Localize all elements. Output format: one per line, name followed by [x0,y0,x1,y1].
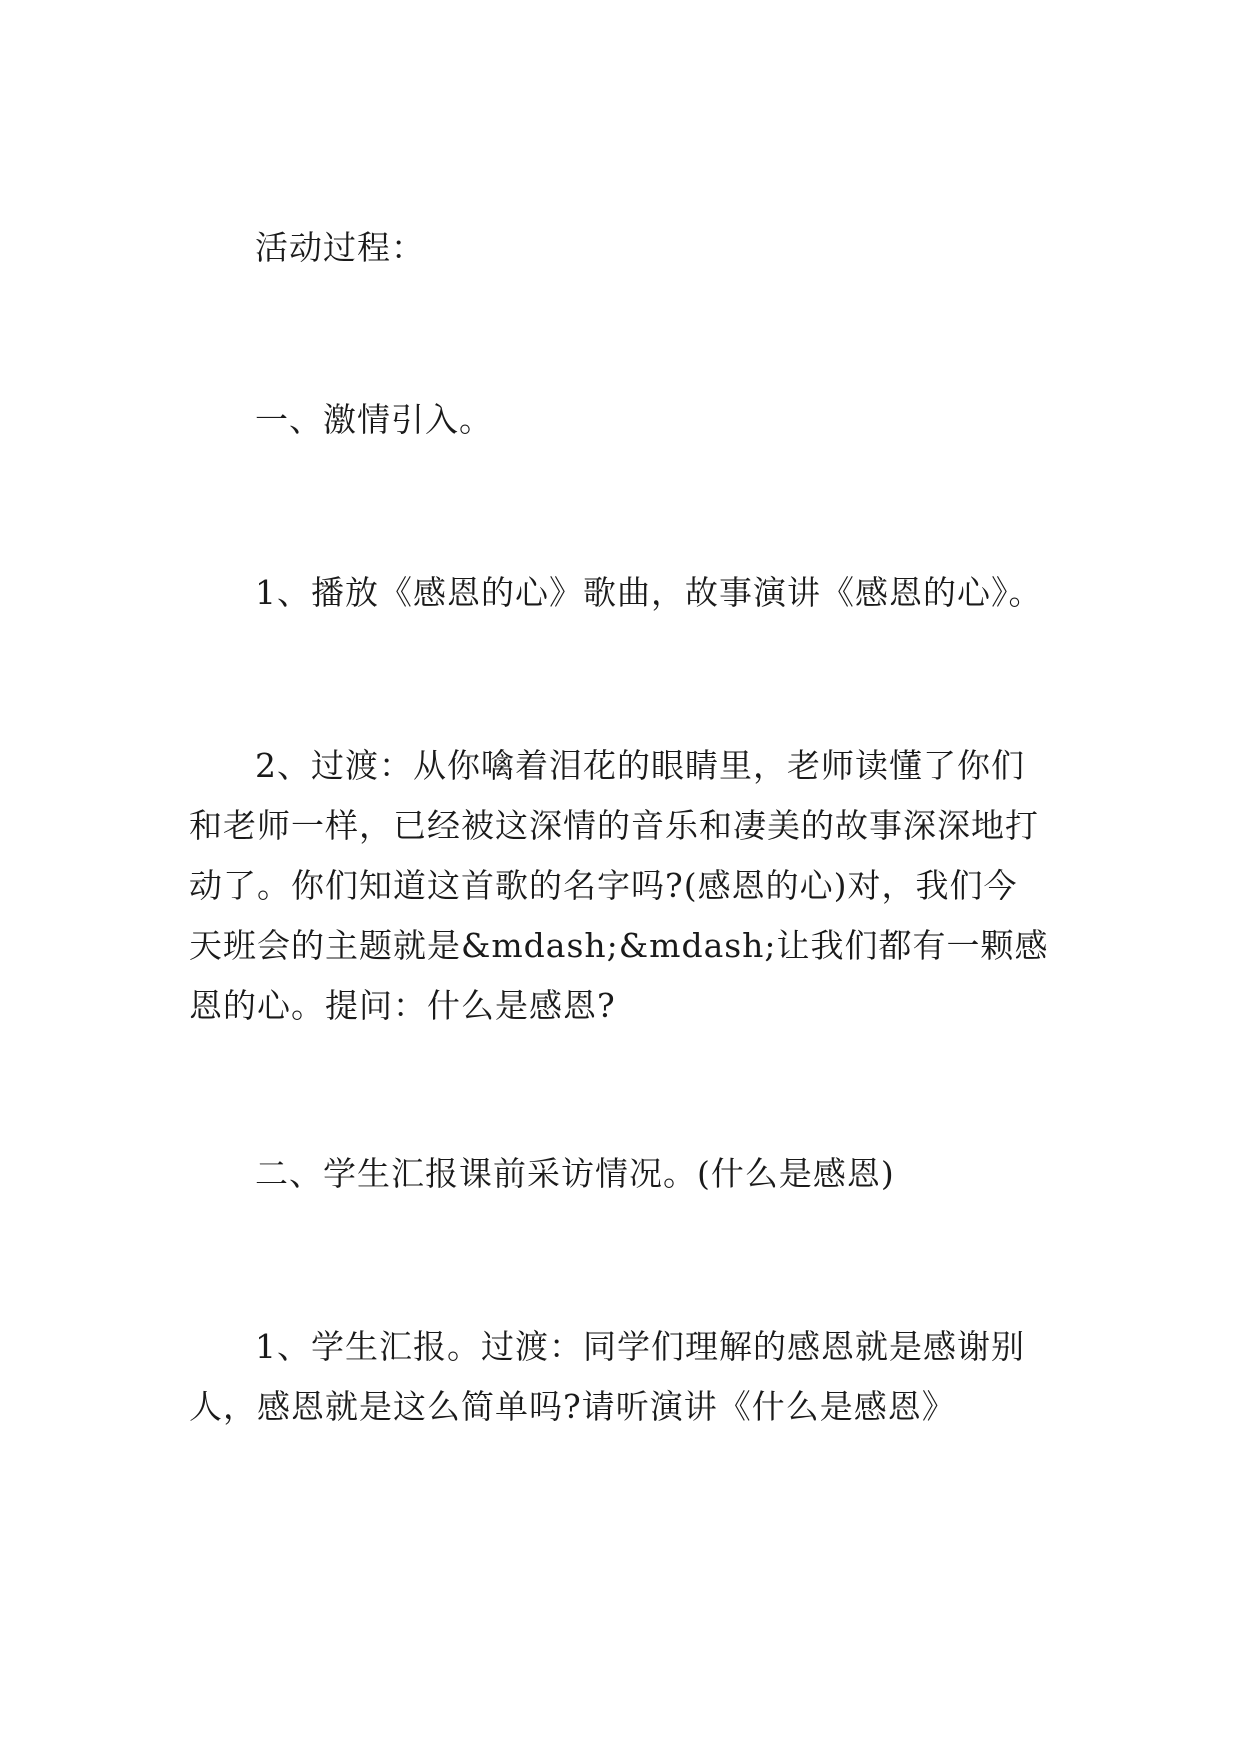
section-heading-student-report: 二、学生汇报课前采访情况。(什么是感恩) [255,1154,895,1193]
section-heading-introduction: 一、激情引入。 [255,400,493,439]
section-heading-activity-process: 活动过程： [255,228,425,267]
paragraph-item-3: 1、学生汇报。过渡：同学们理解的感恩就是感谢别人，感恩就是这么简单吗?请听演讲《什么是感恩》 [189,1327,1025,1426]
paragraph-item-1: 1、播放《感恩的心》歌曲，故事演讲《感恩的心》。 [255,573,1043,612]
paragraph-item-2: 2、过渡：从你噙着泪花的眼睛里，老师读懂了你们和老师一样，已经被这深情的音乐和凄美的故事深深地打动了。你们知道这首歌的名字吗?(感恩的心)对，我们今天班会的主题就是&mdash;&mdash;让我们都有一颗感恩的心。提问：什么是感恩? [189,746,1049,1025]
